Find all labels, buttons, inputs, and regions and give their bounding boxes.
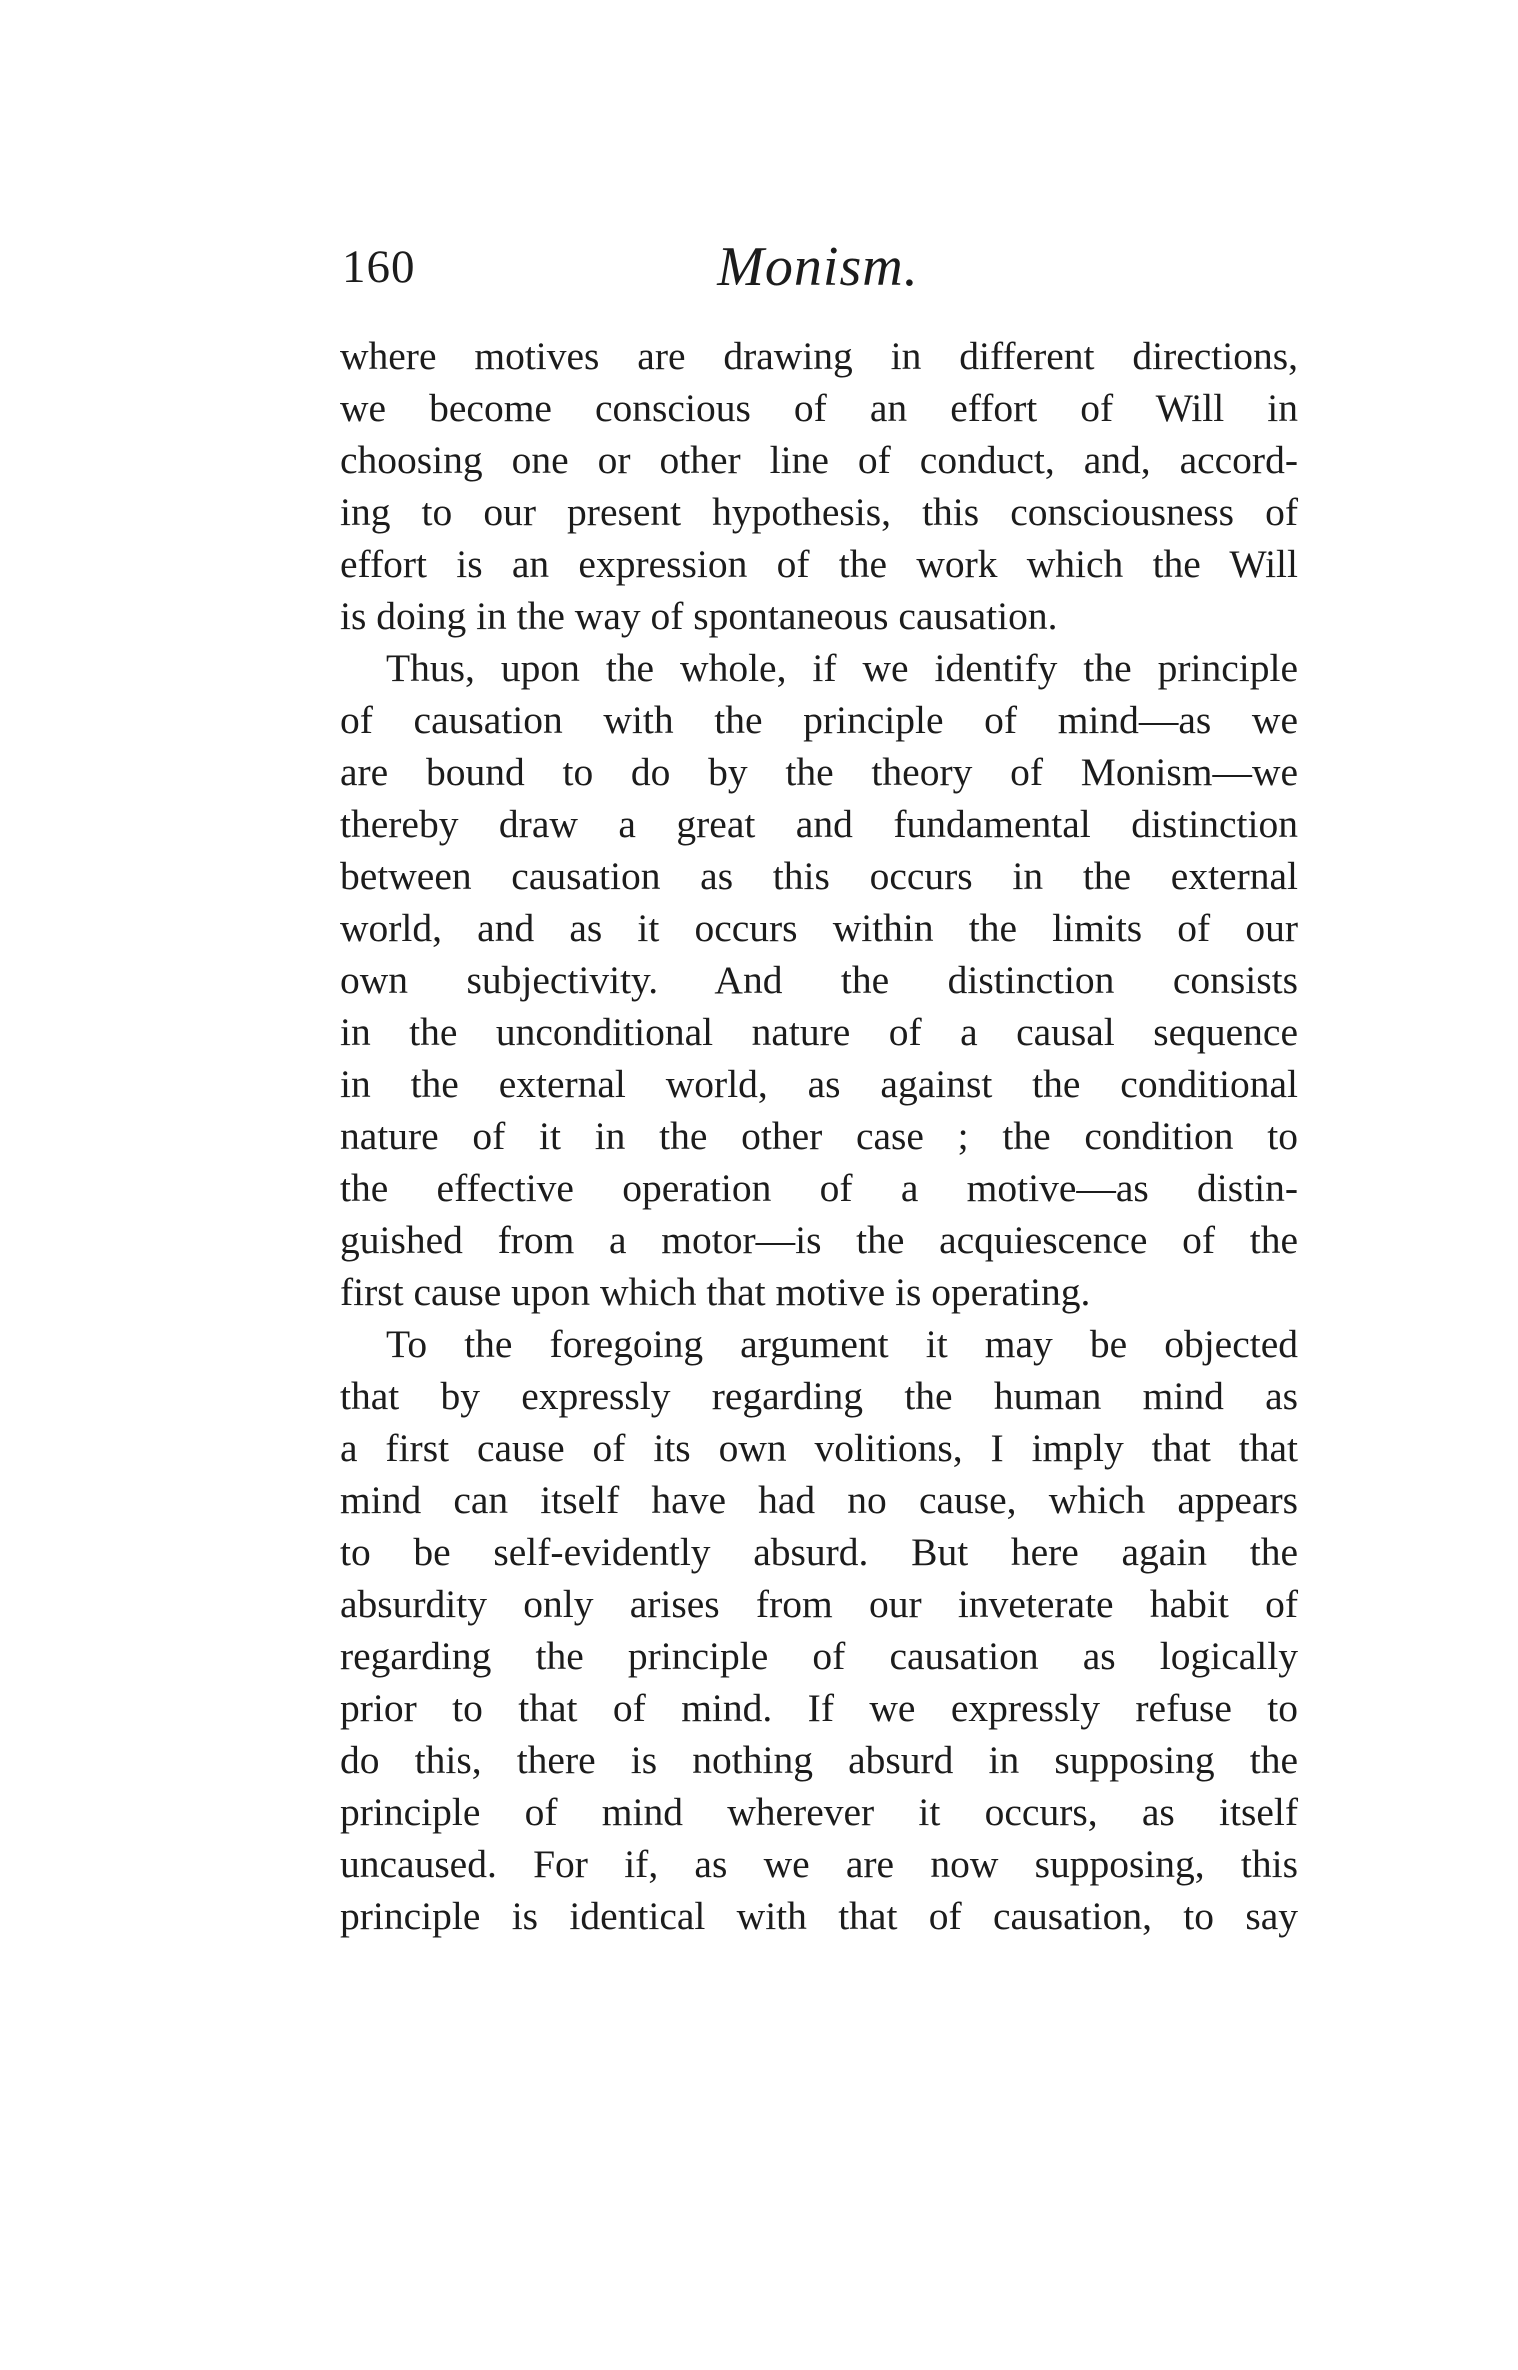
text-line: between causation as this occurs in the external <box>340 854 1298 898</box>
text-line: own subjectivity. And the distinction consists <box>340 958 1298 1002</box>
text-line: we become conscious of an effort of Will in <box>340 386 1298 430</box>
text-line: is doing in the way of spontaneous causation. <box>340 594 1058 638</box>
text-line: uncaused. For if, as we are now supposing, this <box>340 1842 1298 1886</box>
text-line: in the external world, as against the conditional <box>340 1062 1298 1106</box>
text-line: principle of mind wherever it occurs, as itself <box>340 1790 1298 1834</box>
text-line: to be self-evidently absurd. But here again the <box>340 1530 1298 1574</box>
text-line: principle is identical with that of causation, to say <box>340 1894 1298 1938</box>
text-line: world, and as it occurs within the limits of our <box>340 906 1298 950</box>
text-line: Thus, upon the whole, if we identify the principle <box>386 646 1298 690</box>
text-line: mind can itself have had no cause, which appears <box>340 1478 1298 1522</box>
text-line: do this, there is nothing absurd in supposing the <box>340 1738 1298 1782</box>
text-line: are bound to do by the theory of Monism—we <box>340 750 1298 794</box>
text-line: effort is an expression of the work which the Will <box>340 542 1298 586</box>
body-text <box>340 330 1298 1942</box>
text-line: in the unconditional nature of a causal sequence <box>340 1010 1298 1054</box>
text-line: choosing one or other line of conduct, and, accord- <box>340 438 1298 482</box>
page-header <box>342 232 1294 302</box>
text-line: prior to that of mind. If we expressly refuse to <box>340 1686 1298 1730</box>
text-line: To the foregoing argument it may be objected <box>386 1322 1298 1366</box>
text-line: thereby draw a great and fundamental distinction <box>340 802 1298 846</box>
text-line: guished from a motor—is the acquiescence of the <box>340 1218 1298 1262</box>
page-number: 160 <box>342 241 416 293</box>
text-line: absurdity only arises from our inveterate habit of <box>340 1582 1298 1626</box>
text-line: nature of it in the other case ; the condition to <box>340 1114 1298 1158</box>
text-line: a first cause of its own volitions, I imply that that <box>340 1426 1298 1470</box>
text-line: regarding the principle of causation as logically <box>340 1634 1298 1678</box>
running-head-title: Monism. <box>717 236 919 298</box>
text-line: the effective operation of a motive—as distin- <box>340 1166 1298 1210</box>
text-line: ing to our present hypothesis, this consciousness of <box>340 490 1298 534</box>
text-line: that by expressly regarding the human mind as <box>340 1374 1298 1418</box>
text-line: first cause upon which that motive is operating. <box>340 1270 1091 1314</box>
text-line: where motives are drawing in different directions, <box>340 334 1298 378</box>
text-line: of causation with the principle of mind—as we <box>340 698 1298 742</box>
